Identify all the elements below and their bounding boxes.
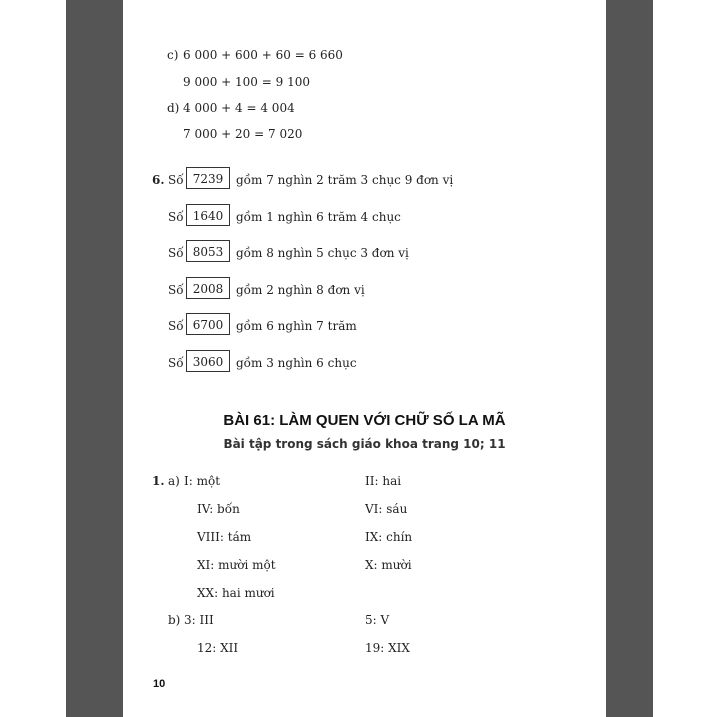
part-a-label: a) bbox=[168, 474, 180, 488]
roman-item: 19: XIX bbox=[365, 641, 410, 655]
boxed-number: 7239 bbox=[186, 167, 230, 189]
row-description: gồm 2 nghìn 8 đơn vị bbox=[236, 283, 365, 297]
part-b-label: b) bbox=[168, 613, 181, 627]
boxed-number: 8053 bbox=[186, 240, 230, 262]
row-prefix: Số bbox=[168, 173, 184, 187]
roman-item: II: hai bbox=[365, 474, 402, 488]
boxed-number: 6700 bbox=[186, 313, 230, 335]
roman-item: 5: V bbox=[365, 613, 390, 627]
exercise1-number: 1. bbox=[152, 474, 165, 488]
roman-item: 3: III bbox=[184, 613, 214, 627]
boxed-number: 2008 bbox=[186, 277, 230, 299]
document-page bbox=[123, 0, 606, 717]
roman-item: VI: sáu bbox=[365, 502, 408, 516]
roman-item: XX: hai mươi bbox=[197, 586, 275, 600]
item-d-line1: 4 000 + 4 = 4 004 bbox=[183, 101, 295, 115]
page-number: 10 bbox=[153, 678, 166, 690]
row-prefix: Số bbox=[168, 246, 184, 260]
row-prefix: Số bbox=[168, 356, 184, 370]
item-c-line1: 6 000 + 600 + 60 = 6 660 bbox=[183, 48, 343, 62]
row-prefix: Số bbox=[168, 210, 184, 224]
item-c-line2: 9 000 + 100 = 9 100 bbox=[183, 75, 310, 89]
row-description: gồm 7 nghìn 2 trăm 3 chục 9 đơn vị bbox=[236, 173, 454, 187]
roman-item: X: mười bbox=[365, 558, 412, 572]
roman-item: XI: mười một bbox=[197, 558, 276, 572]
row-description: gồm 8 nghìn 5 chục 3 đơn vị bbox=[236, 246, 409, 260]
exercise6-number: 6. bbox=[152, 173, 165, 187]
row-description: gồm 1 nghìn 6 trăm 4 chục bbox=[236, 210, 401, 224]
row-prefix: Số bbox=[168, 319, 184, 333]
row-prefix: Số bbox=[168, 283, 184, 297]
left-margin-bar bbox=[66, 0, 123, 717]
roman-item: 12: XII bbox=[197, 641, 239, 655]
row-description: gồm 3 nghìn 6 chục bbox=[236, 356, 357, 370]
roman-item: IV: bốn bbox=[197, 502, 240, 516]
right-margin-bar bbox=[606, 0, 653, 717]
roman-item: VIII: tám bbox=[197, 530, 252, 544]
item-d-label: d) bbox=[167, 101, 180, 115]
boxed-number: 3060 bbox=[186, 350, 230, 372]
row-description: gồm 6 nghìn 7 trăm bbox=[236, 319, 357, 333]
lesson-title: BÀI 61: LÀM QUEN VỚI CHỮ SỐ LA MÃ bbox=[223, 412, 506, 429]
item-d-line2: 7 000 + 20 = 7 020 bbox=[183, 127, 303, 141]
roman-item: IX: chín bbox=[365, 530, 413, 544]
lesson-subtitle: Bài tập trong sách giáo khoa trang 10; 11 bbox=[223, 437, 506, 451]
boxed-number: 1640 bbox=[186, 204, 230, 226]
item-c-label: c) bbox=[167, 48, 179, 62]
roman-item: I: một bbox=[184, 474, 221, 488]
